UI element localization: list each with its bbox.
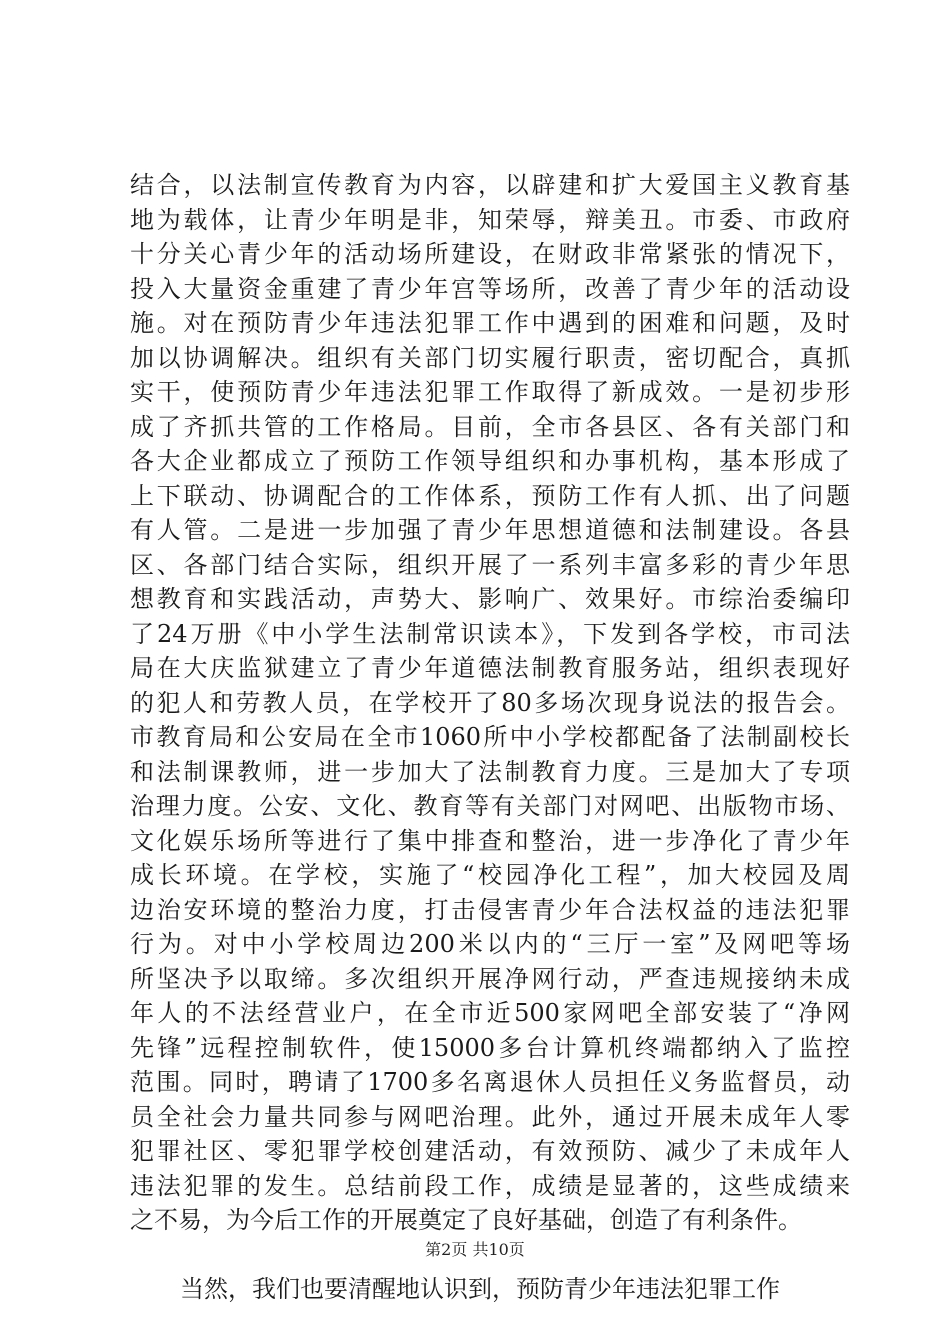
- text-line: 先锋”远程控制软件，使15000多台计算机终端都纳入了监控: [130, 1033, 850, 1062]
- text-line: 投入大量资金重建了青少年宫等场所，改善了青少年的活动设: [130, 274, 850, 303]
- text-line: 边治安环境的整治力度，打击侵害青少年合法权益的违法犯罪: [130, 895, 850, 924]
- text-line: 行为。对中小学校周边200米以内的“三厅一室”及网吧等场: [130, 930, 850, 958]
- text-line: 局在大庆监狱建立了青少年道德法制教育服务站，组织表现好: [130, 654, 850, 682]
- text-line: 违法犯罪的发生。总结前段工作，成绩是显著的，这些成绩来: [130, 1171, 850, 1200]
- text-line: 犯罪社区、零犯罪学校创建活动，有效预防、减少了未成年人: [130, 1137, 850, 1165]
- page-number-footer: 第2页 共10页: [425, 1240, 525, 1259]
- text-line: 十分关心青少年的活动场所建设，在财政非常紧张的情况下，: [130, 240, 850, 268]
- text-line: 范围。同时，聘请了1700多名离退休人员担任义务监督员，动: [130, 1068, 850, 1096]
- text-line: 当然，我们也要清醒地认识到，预防青少年违法犯罪工作: [180, 1274, 780, 1303]
- text-line: 区、各部门结合实际，组织开展了一系列丰富多彩的青少年思: [130, 550, 850, 579]
- text-line: 的犯人和劳教人员，在学校开了80多场次现身说法的报告会。: [130, 688, 850, 717]
- text-line: 之不易，为今后工作的开展奠定了良好基础，创造了有利条件。: [130, 1206, 802, 1234]
- text-line: 了24万册《中小学生法制常识读本》，下发到各学校，市司法: [130, 619, 850, 648]
- text-line: 文化娱乐场所等进行了集中排查和整治，进一步净化了青少年: [130, 826, 850, 855]
- text-line: 所坚决予以取缔。多次组织开展净网行动，严查违规接纳未成: [130, 964, 850, 993]
- text-line: 和法制课教师，进一步加大了法制教育力度。三是加大了专项: [130, 757, 850, 786]
- paragraph-1: [130, 168, 850, 1238]
- text-line: 上下联动、协调配合的工作体系，预防工作有人抓、出了问题: [130, 481, 850, 510]
- text-line: 有人管。二是进一步加强了青少年思想道德和法制建设。各县: [130, 516, 850, 544]
- text-line: 治理力度。公安、文化、教育等有关部门对网吧、出版物市场、: [130, 792, 850, 820]
- text-line: 各大企业都成立了预防工作领导组织和办事机构，基本形成了: [130, 447, 850, 475]
- paragraph-2: [130, 1272, 850, 1307]
- text-line: 成长环境。在学校，实施了“校园净化工程”，加大校园及周: [130, 861, 850, 889]
- text-line: 加以协调解决。组织有关部门切实履行职责，密切配合，真抓: [130, 343, 850, 372]
- text-line: 想教育和实践活动，声势大、影响广、效果好。市综治委编印: [130, 585, 850, 613]
- text-line: 结合，以法制宣传教育为内容，以辟建和扩大爱国主义教育基: [130, 171, 850, 199]
- text-line: 地为载体，让青少年明是非，知荣辱，辩美丑。市委、市政府: [130, 205, 850, 234]
- body-text: [130, 168, 850, 1306]
- text-line: 实干，使预防青少年违法犯罪工作取得了新成效。一是初步形: [130, 378, 850, 406]
- text-line: 年人的不法经营业户，在全市近500家网吧全部安装了“净网: [130, 999, 850, 1027]
- text-line: 施。对在预防青少年违法犯罪工作中遇到的困难和问题，及时: [130, 309, 850, 337]
- text-line: 员全社会力量共同参与网吧治理。此外，通过开展未成年人零: [130, 1102, 850, 1131]
- text-line: 成了齐抓共管的工作格局。目前，全市各县区、各有关部门和: [130, 412, 850, 441]
- text-line: 市教育局和公安局在全市1060所中小学校都配备了法制副校长: [130, 723, 850, 751]
